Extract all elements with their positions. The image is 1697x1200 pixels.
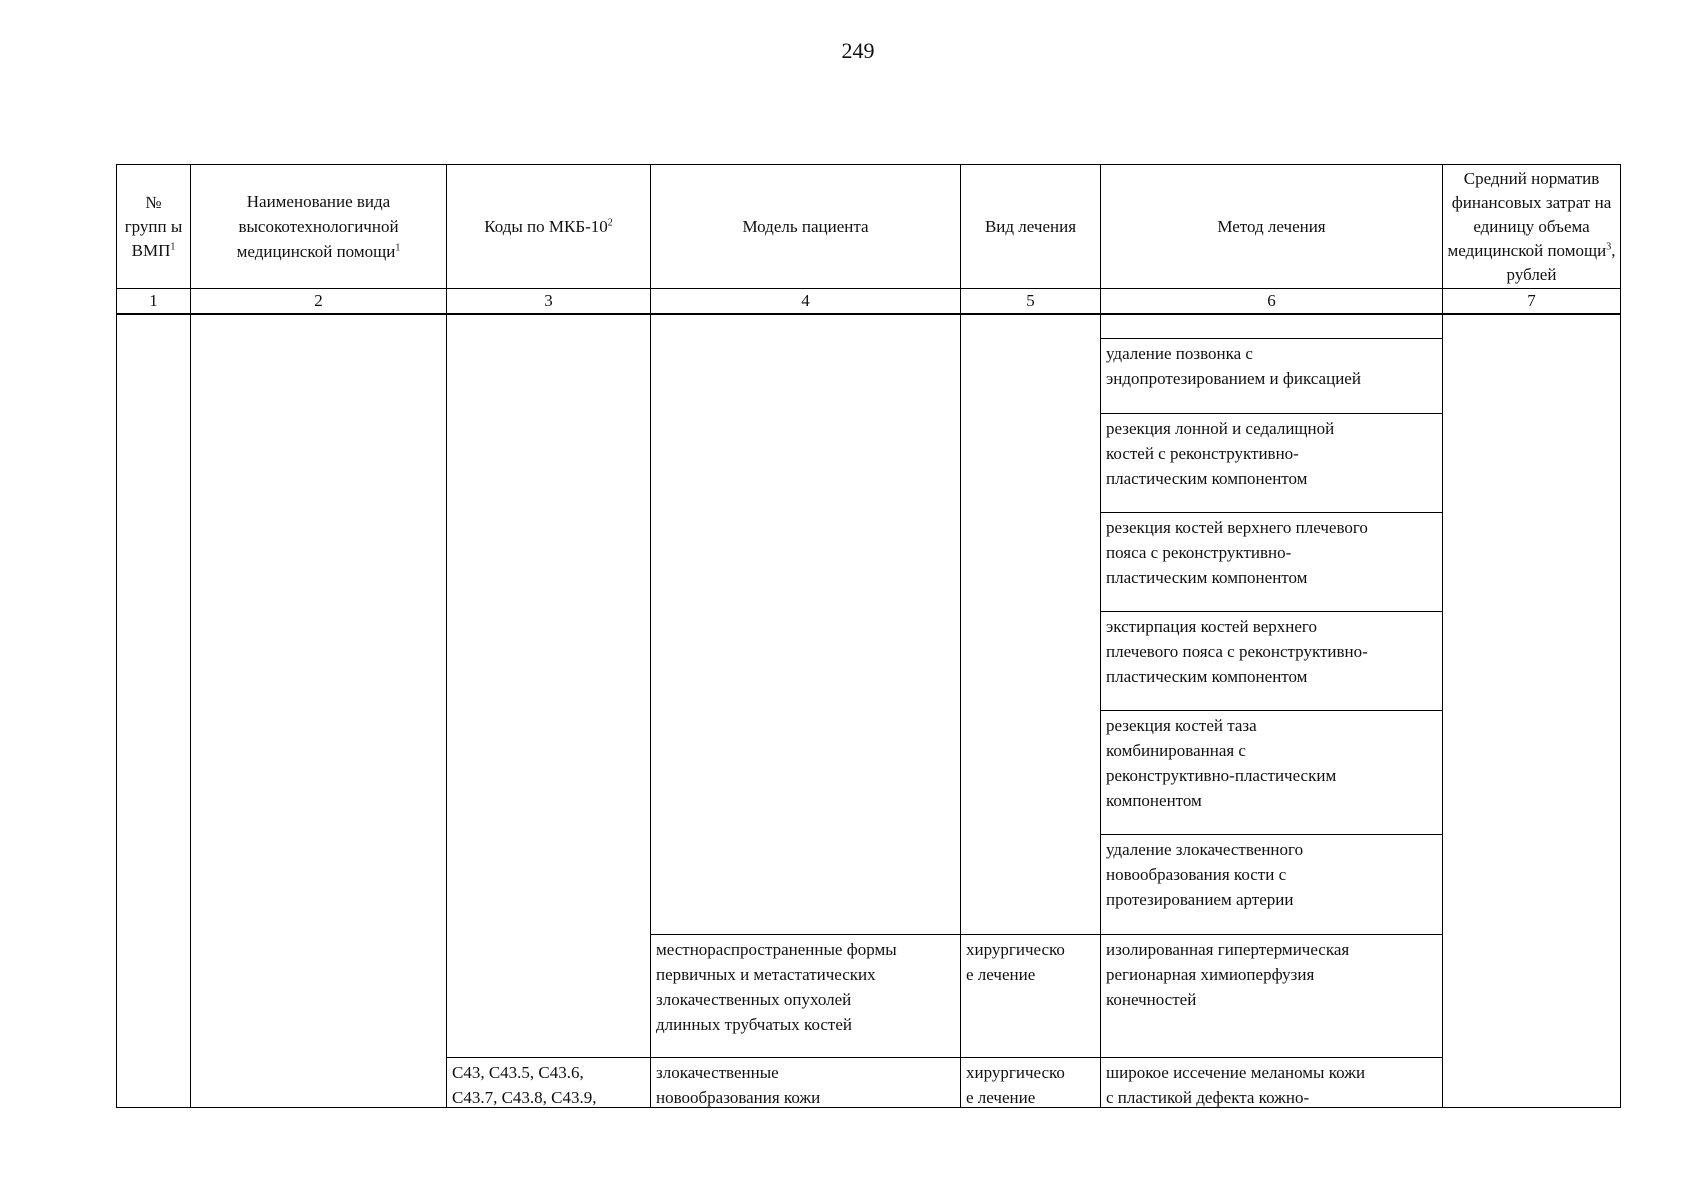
method-row-sep (1100, 512, 1443, 513)
method-row-sep (1100, 338, 1443, 339)
col-number-6: 6 (1267, 291, 1276, 310)
icd-codes-cell: C43, C43.5, C43.6, C43.7, C43.8, C43.9, (452, 1063, 597, 1107)
patient-model-cell: местнораспространенные формы первичных и метастатических злокачественных опухолей длинных трубчатых костей (656, 940, 897, 1034)
col-number-7: 7 (1527, 291, 1536, 310)
col-number-3: 3 (544, 291, 553, 310)
header-treatment-method: Метод лечения (1217, 217, 1326, 236)
header-cost-norm: Средний норматив финансовых затрат на единицу объема медицинской помощи$^3$, рублей (1447, 168, 1616, 284)
row-sep-limb (650, 934, 1443, 935)
table-right-border (1620, 164, 1621, 1108)
page-number: 249 (841, 38, 875, 63)
col-number-4: 4 (801, 291, 810, 310)
header-patient-model: Модель пациента (742, 217, 869, 236)
method-cell: резекция костей таза комбинированная с реконструктивно-пластическим компонентом (1106, 716, 1337, 810)
header-care-type: Наименование вида высокотехнологичной медицинской помощи$^1$ (236, 192, 401, 261)
method-cell: удаление позвонка с эндопротезированием и фиксацией (1106, 344, 1361, 388)
col-number-5: 5 (1026, 291, 1035, 310)
method-cell: экстирпация костей верхнего плечевого пояса с реконструктивно- пластическим компонентом (1106, 617, 1368, 686)
row-sep-skin (446, 1057, 1443, 1058)
patient-model-cell: злокачественные новообразования кожи (656, 1063, 821, 1107)
treatment-type-cell: хирургическо е лечение (966, 940, 1065, 984)
header-icd-codes: Коды по МКБ-$10^2$ (484, 217, 613, 236)
method-row-sep (1100, 834, 1443, 835)
method-cell: изолированная гипертермическая регионарная химиоперфузия конечностей (1106, 940, 1350, 1009)
method-cell: удаление злокачественного новообразования кости с протезированием артерии (1106, 840, 1304, 909)
col-numbers-bottom-line (116, 313, 1621, 315)
method-cell: резекция костей верхнего плечевого пояса с реконструктивно- пластическим компонентом (1106, 518, 1368, 587)
col-number-2: 2 (314, 291, 323, 310)
method-cell: резекция лонной и седалищной костей с реконструктивно- пластическим компонентом (1106, 419, 1335, 488)
vmp-table (116, 164, 1621, 1108)
header-group-number: № групп ы ВМП$^1$ (124, 192, 183, 260)
method-row-sep (1100, 710, 1443, 711)
method-row-sep (1100, 413, 1443, 414)
header-treatment-type: Вид лечения (984, 217, 1077, 236)
treatment-type-cell: хирургическо е лечение (966, 1063, 1065, 1107)
method-cell: широкое иссечение меланомы кожи с пластикой дефекта кожно- (1106, 1063, 1366, 1107)
col-number-1: 1 (149, 291, 158, 310)
method-row-sep (1100, 611, 1443, 612)
